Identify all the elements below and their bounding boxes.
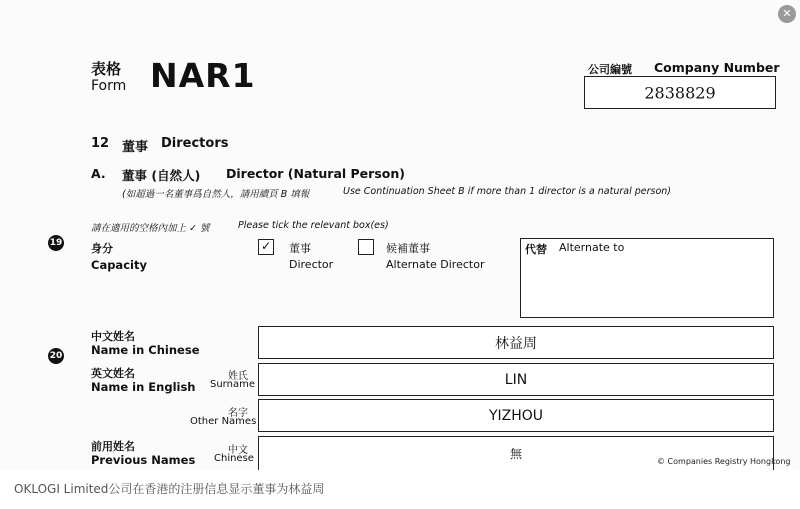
form-label-zh: 表格 [91, 60, 122, 78]
form-code: NAR1 [150, 56, 256, 95]
other-names-label-en: Other Names [190, 416, 257, 427]
section-number: 12 [91, 136, 110, 151]
other-names-field[interactable] [258, 399, 774, 432]
alternate-director-option-en: Alternate Director [386, 258, 485, 271]
tick-instruction-zh: 請在適用的空格內加上 ✓ 號 [91, 223, 210, 234]
company-number-label-zh: 公司編號 [588, 63, 632, 76]
alternate-to-field[interactable] [520, 238, 774, 318]
subsection-title-en: Director (Natural Person) [226, 166, 405, 181]
subsection-note-en: Use Continuation Sheet B if more than 1 director is a natural person) [343, 186, 672, 197]
previous-names-label-zh: 前用姓名 [91, 440, 135, 453]
previous-names-label-en: Previous Names [91, 453, 196, 467]
close-icon[interactable]: ✕ [778, 5, 796, 23]
subsection-note-zh: (如超過一名董事爲自然人，請用續頁 B 填報 [122, 189, 310, 200]
surname-field[interactable] [258, 363, 774, 396]
english-name-label-en: Name in English [91, 380, 196, 394]
tick-instruction-en: Please tick the relevant box(es) [238, 220, 389, 231]
previous-chinese-value: 無 [509, 447, 522, 461]
previous-chinese-label-en: Chinese [214, 453, 254, 464]
watermark: © Companies Registry Hongkong [657, 457, 791, 466]
director-checkbox[interactable]: ✓ [258, 239, 274, 255]
director-option-zh: 董事 [289, 242, 311, 255]
form-label-en: Form [91, 78, 127, 94]
section-title-en: Directors [161, 136, 229, 151]
capacity-label-zh: 身分 [91, 242, 113, 255]
alternate-director-checkbox[interactable] [358, 239, 374, 255]
item-19-badge: 19 [48, 235, 64, 251]
section-title-zh: 董事 [122, 140, 149, 155]
surname-label-en: Surname [210, 379, 255, 390]
subsection-title-zh: 董事 (自然人) [122, 168, 201, 183]
chinese-name-label-en: Name in Chinese [91, 343, 200, 357]
chinese-name-label-zh: 中文姓名 [91, 330, 135, 343]
image-caption: OKLOGI Limited公司在香港的注册信息显示董事为林益周 [14, 482, 325, 496]
chinese-name-field[interactable] [258, 326, 774, 359]
director-option-en: Director [289, 258, 334, 271]
company-number-field [584, 76, 776, 109]
chinese-name-value: 林益周 [495, 335, 537, 352]
item-20-badge: 20 [48, 348, 64, 364]
alternate-to-label-zh: 代替 [525, 243, 547, 256]
company-number-value: 2838829 [644, 83, 716, 102]
alternate-director-option-zh: 候補董事 [386, 242, 430, 255]
other-names-label-zh: 名字 [228, 408, 248, 419]
company-number-label-en: Company Number [654, 60, 780, 75]
surname-value: LIN [504, 371, 528, 388]
capacity-label-en: Capacity [91, 258, 147, 272]
alternate-to-label-en: Alternate to [559, 241, 625, 254]
previous-chinese-label-zh: 中文 [228, 445, 248, 456]
subsection-letter: A. [91, 166, 106, 181]
other-names-value: YIZHOU [488, 407, 544, 424]
english-name-label-zh: 英文姓名 [91, 367, 135, 380]
surname-label-zh: 姓氏 [228, 371, 248, 382]
